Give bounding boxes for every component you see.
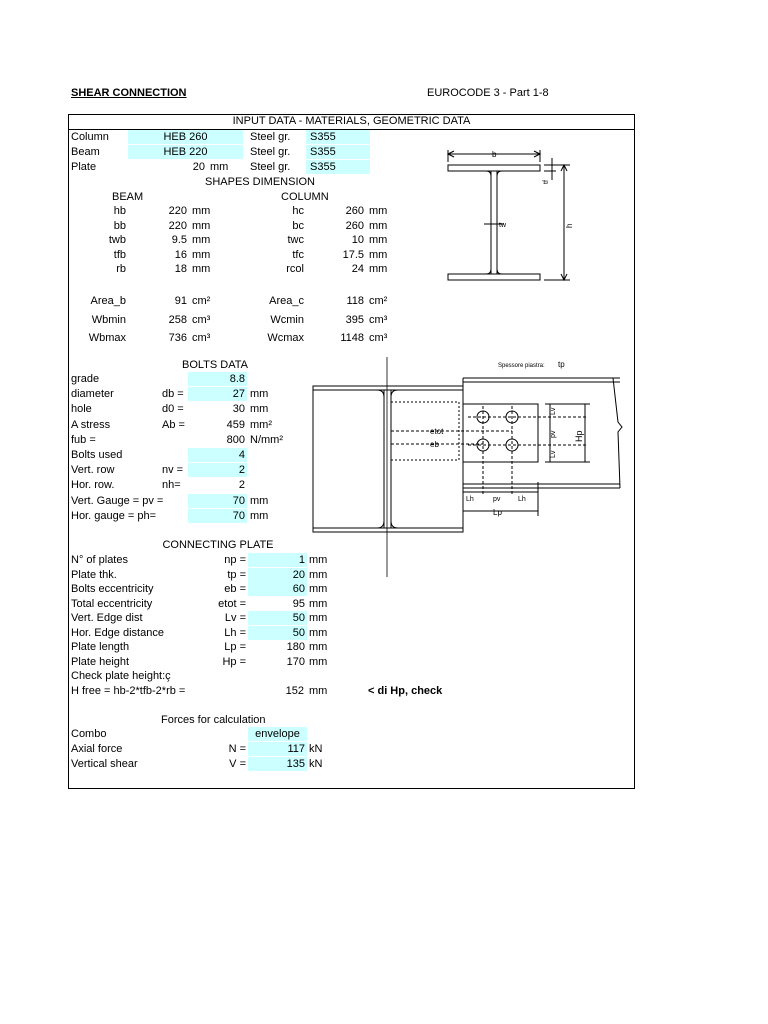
plate-thickness-symbol: tp <box>558 360 565 369</box>
shapes-title: SHAPES DIMENSION <box>204 176 316 188</box>
prop-unit: cm³ <box>369 313 388 326</box>
plate-param-value[interactable]: 50 <box>248 611 307 625</box>
bolt-param-value[interactable]: 27 <box>188 387 247 401</box>
prop-value: 736 <box>168 332 187 344</box>
prop-label: Area_b <box>90 295 126 307</box>
plate-param-label: N° of plates <box>71 554 128 566</box>
dim-unit: mm <box>192 248 211 261</box>
member-section[interactable]: HEB 260 <box>128 130 243 144</box>
dim-unit: mm <box>369 248 388 261</box>
bolt-param-symbol: db = <box>162 388 184 401</box>
bolt-param-unit: mm² <box>250 418 272 431</box>
prop-unit: cm³ <box>192 332 211 344</box>
hfree-unit: mm <box>309 685 328 697</box>
plate-param-value[interactable]: 50 <box>248 626 307 640</box>
dim-unit: mm <box>192 219 211 232</box>
dim-unit: mm <box>192 205 211 217</box>
bolt-param-symbol: Ab = <box>162 418 185 431</box>
plate-title: CONNECTING PLATE <box>162 539 274 551</box>
prop-label: Wbmin <box>91 313 126 326</box>
member-label: Plate <box>71 161 97 173</box>
bolt-param-value[interactable]: 8.8 <box>188 372 247 386</box>
bolt-param-value: 800 <box>226 433 245 446</box>
plate-param-symbol: tp = <box>227 568 246 581</box>
dim-h-label: h <box>565 223 574 228</box>
lp-label: Lp <box>493 508 502 517</box>
prop-unit: cm² <box>192 295 211 307</box>
plate-param-label: Vert. Edge dist <box>71 612 143 624</box>
lh-left-label: Lh <box>466 496 474 503</box>
plate-param-label: Plate length <box>71 641 130 653</box>
dim-unit: mm <box>369 234 388 246</box>
prop-unit: cm³ <box>192 313 211 326</box>
bolts-title: BOLTS DATA <box>181 359 248 371</box>
dim-label: bb <box>113 219 126 232</box>
member-label: Column <box>71 131 109 143</box>
dim-label: rb <box>116 263 126 275</box>
dim-label: hc <box>292 205 304 217</box>
dim-tw-label: tw <box>499 222 506 229</box>
dim-label: hb <box>113 205 126 217</box>
plate-param-symbol: Hp = <box>222 655 246 668</box>
etot-label: etot <box>430 427 444 436</box>
bolt-param-value[interactable]: 70 <box>188 509 247 523</box>
bolt-param-label: fub = <box>71 433 96 446</box>
bolt-param-label: Hor. gauge = ph= <box>71 509 157 522</box>
bolt-param-label: hole <box>71 403 92 416</box>
dim-value: 24 <box>351 263 364 275</box>
plate-param-value: 180 <box>286 641 305 653</box>
bolt-param-value: 2 <box>238 479 245 492</box>
plate-param-value[interactable]: 20 <box>248 568 307 582</box>
hfree-label: H free = hb-2*tfb-2*rb = <box>71 685 186 697</box>
plate-param-unit: mm <box>309 641 328 653</box>
steel-grade-value[interactable]: S355 <box>306 160 370 174</box>
dim-label: tfc <box>292 248 304 261</box>
force-label: Axial force <box>71 743 123 755</box>
dim-unit: mm <box>369 263 388 275</box>
dim-label: tfb <box>113 248 126 261</box>
plate-param-label: Plate thk. <box>71 568 117 581</box>
lh-right-label: Lh <box>518 496 526 503</box>
member-section[interactable]: HEB 220 <box>128 145 243 159</box>
prop-value: 258 <box>168 313 187 326</box>
pv-right-label: pv <box>550 430 557 438</box>
dim-label: twc <box>287 234 304 246</box>
member-label: Beam <box>71 146 100 158</box>
force-value[interactable]: 135 <box>248 757 307 771</box>
check-plate-label: Check plate height:ç <box>71 670 171 682</box>
pv-bottom-label: pv <box>493 496 501 503</box>
page-title: SHEAR CONNECTION <box>71 87 187 99</box>
plate-param-unit: mm <box>309 626 328 639</box>
plate-param-unit: mm <box>309 554 328 566</box>
plate-param-value[interactable]: 1 <box>248 553 307 567</box>
bolt-param-label: Hor. row. <box>71 479 115 492</box>
plate-param-label: Total eccentricity <box>71 597 153 610</box>
bolt-param-symbol: d0 = <box>162 403 184 416</box>
dim-value: 16 <box>174 248 187 261</box>
forces-title: Forces for calculation <box>161 714 266 726</box>
bolt-param-label: diameter <box>71 388 114 401</box>
dim-unit: mm <box>369 219 388 232</box>
bolt-param-unit: mm <box>250 403 269 416</box>
bolt-param-symbol: nh= <box>162 479 181 492</box>
plate-param-symbol: np = <box>224 554 246 566</box>
combo-label: Combo <box>71 728 107 740</box>
prop-value: 118 <box>346 295 364 307</box>
plate-param-symbol: Lv = <box>224 612 246 624</box>
prop-unit: cm² <box>369 295 388 307</box>
eb-label: eb <box>430 440 439 449</box>
bolt-param-label: A stress <box>71 418 111 431</box>
connection-drawing <box>300 352 635 582</box>
dim-unit: mm <box>369 205 388 217</box>
lv-top-label: Lv <box>550 407 557 415</box>
dim-value: 220 <box>168 219 187 232</box>
hfree-check: < di Hp, check <box>368 685 443 697</box>
plate-param-label: Hor. Edge distance <box>71 626 164 639</box>
dim-value: 9.5 <box>171 234 187 246</box>
member-section[interactable]: 20 <box>192 161 205 173</box>
lv-bottom-label: Lv <box>550 450 557 458</box>
dim-value: 220 <box>168 205 187 217</box>
hp-label: Hp <box>574 430 584 442</box>
bolt-param-value[interactable]: 70 <box>188 494 247 508</box>
force-value[interactable]: 117 <box>248 742 307 756</box>
prop-label: Area_c <box>269 295 304 307</box>
column-title: COLUMN <box>281 191 329 203</box>
bolt-param-value[interactable]: 4 <box>188 448 247 462</box>
input-section-title: INPUT DATA - MATERIALS, GEOMETRIC DATA <box>232 115 471 127</box>
dim-value: 260 <box>345 205 364 217</box>
dim-unit: mm <box>192 263 211 275</box>
plate-param-symbol: Lp = <box>224 641 246 653</box>
dim-value: 17.5 <box>342 248 364 261</box>
force-label: Vertical shear <box>71 757 138 770</box>
plate-param-value[interactable]: 60 <box>248 582 307 596</box>
plate-param-value: 170 <box>286 655 305 668</box>
dim-value: 18 <box>174 263 187 275</box>
bolt-param-label: grade <box>71 373 100 385</box>
plate-param-symbol: eb = <box>224 583 246 595</box>
plate-param-unit: mm <box>309 655 328 668</box>
plate-param-label: Plate height <box>71 655 130 668</box>
plate-param-label: Bolts eccentricity <box>71 583 154 595</box>
hfree-value: 152 <box>285 685 304 697</box>
force-symbol: N = <box>228 743 246 755</box>
prop-value: 395 <box>345 313 364 326</box>
dim-label: rcol <box>286 263 304 275</box>
bolt-param-label: Bolts used <box>71 449 123 461</box>
member-unit: mm <box>210 161 229 173</box>
plate-param-value: 95 <box>292 597 305 610</box>
prop-label: Wcmin <box>270 313 304 326</box>
prop-unit: cm³ <box>369 332 388 344</box>
steel-grade-label: Steel gr. <box>250 161 291 173</box>
prop-label: Wbmax <box>88 332 126 344</box>
plate-param-unit: mm <box>309 568 328 581</box>
bolt-param-unit: mm <box>250 388 269 401</box>
force-unit: kN <box>309 757 323 770</box>
plate-param-symbol: etot = <box>218 597 246 610</box>
plate-param-unit: mm <box>309 612 328 624</box>
bolt-param-unit: N/mm² <box>250 433 283 446</box>
bolt-param-symbol: nv = <box>162 464 184 477</box>
steel-grade-label: Steel gr. <box>250 131 291 143</box>
dim-value: 10 <box>351 234 364 246</box>
dim-label: bc <box>292 219 304 232</box>
dim-value: 260 <box>345 219 364 232</box>
prop-value: 91 <box>174 295 187 307</box>
steel-grade-value[interactable]: S355 <box>306 145 370 159</box>
bolt-param-label: Vert. row <box>71 464 115 477</box>
bolt-param-unit: mm <box>250 494 269 507</box>
steel-grade-value[interactable]: S355 <box>306 130 370 144</box>
prop-label: Wcmax <box>267 332 304 344</box>
dim-b-label: b <box>492 150 497 159</box>
dim-label: twb <box>108 234 126 246</box>
beam-title: BEAM <box>112 191 144 203</box>
combo-value[interactable]: envelope <box>248 727 307 741</box>
plate-param-unit: mm <box>309 597 328 610</box>
prop-value: 1148 <box>340 332 364 344</box>
plate-param-symbol: Lh = <box>224 626 246 639</box>
code-reference: EUROCODE 3 - Part 1-8 <box>427 87 549 99</box>
plate-thickness-note: Spessore piastra: <box>498 363 545 369</box>
bolt-param-unit: mm <box>250 509 269 522</box>
dim-unit: mm <box>192 234 211 246</box>
plate-param-unit: mm <box>309 583 328 595</box>
heb-section-drawing <box>430 140 590 290</box>
bolt-param-value: 30 <box>232 403 245 416</box>
force-unit: kN <box>309 743 323 755</box>
bolt-param-label: Vert. Gauge = pv = <box>71 494 164 507</box>
steel-grade-label: Steel gr. <box>250 146 291 158</box>
force-symbol: V = <box>229 757 246 770</box>
bolt-param-value[interactable]: 2 <box>188 463 247 477</box>
dim-tf-label: tf <box>543 180 550 184</box>
bolt-param-value: 459 <box>226 418 245 431</box>
